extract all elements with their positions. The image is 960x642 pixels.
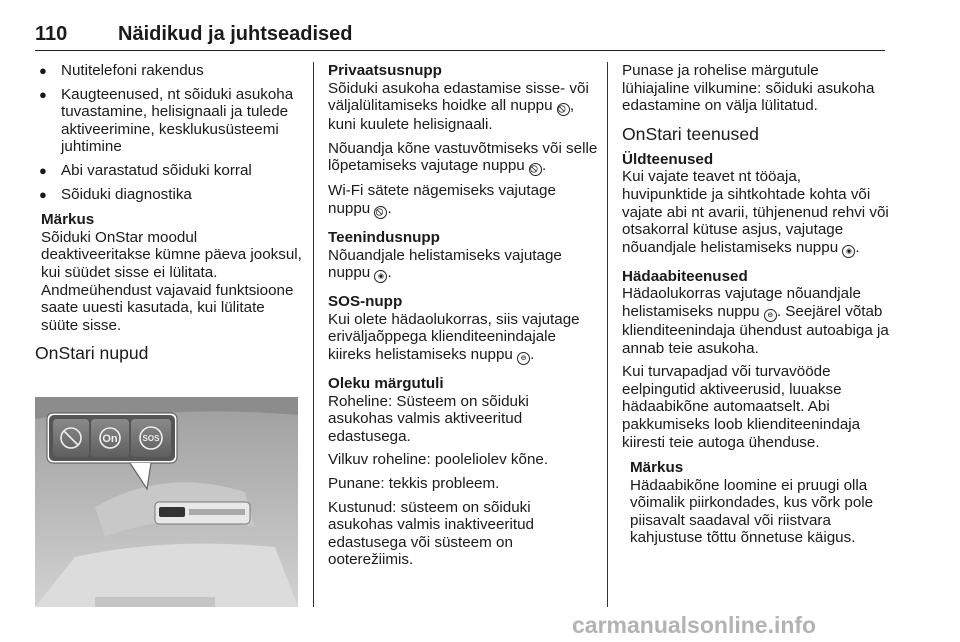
paragraph: Vilkuv roheline: pooleliolev kõne. xyxy=(328,451,549,469)
list-item: ● Kaugteenused, nt sõiduki asukoha tuvastamine, helisignaali ja tulede aktiveerimine, kesklukusüsteemi juhtimine xyxy=(39,85,294,156)
paragraph: Nõuandjale helistamiseks vajutage nuppu ◉ . xyxy=(328,246,562,282)
sos-button-label: SOS xyxy=(142,434,160,443)
paragraph: Punane: tekkis probleem. xyxy=(328,474,500,492)
column-3 xyxy=(622,62,890,555)
onstar-icon: ◉ xyxy=(842,245,855,258)
note-box xyxy=(41,211,303,334)
privacy-icon xyxy=(557,103,570,116)
list-item: ● Nutitelefoni rakendus xyxy=(39,62,204,79)
paragraph: Kui olete hädaolukorras, siis vajutage eriväljaõppega klienditeenindajale kiireks helistamiseks nuppu ⊖ . xyxy=(328,310,580,363)
privacy-icon xyxy=(374,206,387,219)
paragraph: Sõiduki asukoha edastamise sisse- või väljalülitamiseks hoidke all nuppu , kuni kuulete helisignaali. xyxy=(328,79,589,134)
page-number: 110 xyxy=(35,23,68,45)
page-title: Näidikud ja juhtseadised xyxy=(118,23,353,45)
page-header xyxy=(35,20,885,51)
paragraph: Kustunud: süsteem on sõiduki asukohas valmis inaktiveeritud edastusega või süsteem on ooterežiimis. xyxy=(328,498,534,569)
paragraph: Nõuandja kõne vastuvõtmiseks või selle lõpetamiseks vajutage nuppu . xyxy=(328,139,598,175)
column-divider xyxy=(313,62,314,607)
note-text: Sõiduki OnStar moodul deaktiveeritakse kümne päeva jooksul, kui süüdet sisse ei lülitata. Andmeühendust vajavaid funktsioone saate uuesti kasutada, kui lülitate süüte sisse. xyxy=(41,228,302,334)
list-item: ● Abi varastatud sõiduki korral xyxy=(39,161,252,179)
section-heading: OnStari teenused xyxy=(622,123,759,144)
paragraph: Punase ja rohelise märgutule lühiajaline vilkumine: sõiduki asukoha edastamine on välja lülitatud. xyxy=(622,62,875,115)
watermark: carmanualsonline.info xyxy=(572,612,817,638)
subheading: Privaatsusnupp xyxy=(328,62,442,79)
subheading: Üldteenused xyxy=(622,150,714,168)
onstar-icon: ◉ xyxy=(374,270,387,283)
paragraph: Kui vajate teavet nt tööaja, huvipunktide ja sihtkohtade kohta või vajate abi nt avarii, tühjenenud rehvi või otsakorral kütuse asjus, vajutage nõuandjale helistamiseks nuppu ◉ . xyxy=(622,168,889,256)
privacy-icon xyxy=(529,163,542,176)
note-text: Hädaabikõne loomine ei pruugi olla võimalik piirkondades, kus võrk pole piisavalt saadaval või riistvara kahjustuse tõttu õnnetuse käigus. xyxy=(630,476,874,547)
subheading: Teenindusnupp xyxy=(328,228,440,246)
paragraph: Roheline: Süsteem on sõiduki asukohas valmis aktiveeritud edastusega. xyxy=(328,392,529,445)
sos-icon: ⊖ xyxy=(517,352,530,365)
note-heading: Märkus xyxy=(41,211,95,229)
column-1 xyxy=(35,62,303,370)
column-2 xyxy=(328,62,598,575)
sos-icon: ⊖ xyxy=(764,309,777,322)
subheading: SOS-nupp xyxy=(328,293,403,311)
section-heading: OnStari nupud xyxy=(35,343,149,364)
paragraph: Kui turvapadjad või turvavööde eelpingutid aktiveerusid, luuakse hädaabikõne automaatselt. Abi pakkumiseks loob klienditeenindaja kiiresti teie autoga ühenduse. xyxy=(622,363,861,451)
subheading: Oleku märgutuli xyxy=(328,374,444,392)
paragraph: Wi-Fi sätete nägemiseks vajutage nuppu . xyxy=(328,182,556,217)
note-box xyxy=(630,459,890,547)
onstar-buttons-figure xyxy=(35,397,298,607)
list-item: ● Sõiduki diagnostika xyxy=(39,185,192,203)
column-divider xyxy=(607,62,608,607)
note-heading: Märkus xyxy=(630,459,684,477)
paragraph: Hädaolukorras vajutage nõuandjale helistamiseks nuppu ⊖ . Seejärel võtab klienditeenindaja ühendust autoabiga ja annab teie asukoha. xyxy=(622,285,889,357)
feature-list xyxy=(35,62,303,203)
subheading: Hädaabiteenused xyxy=(622,267,748,285)
onstar-button-label: On xyxy=(102,433,118,445)
